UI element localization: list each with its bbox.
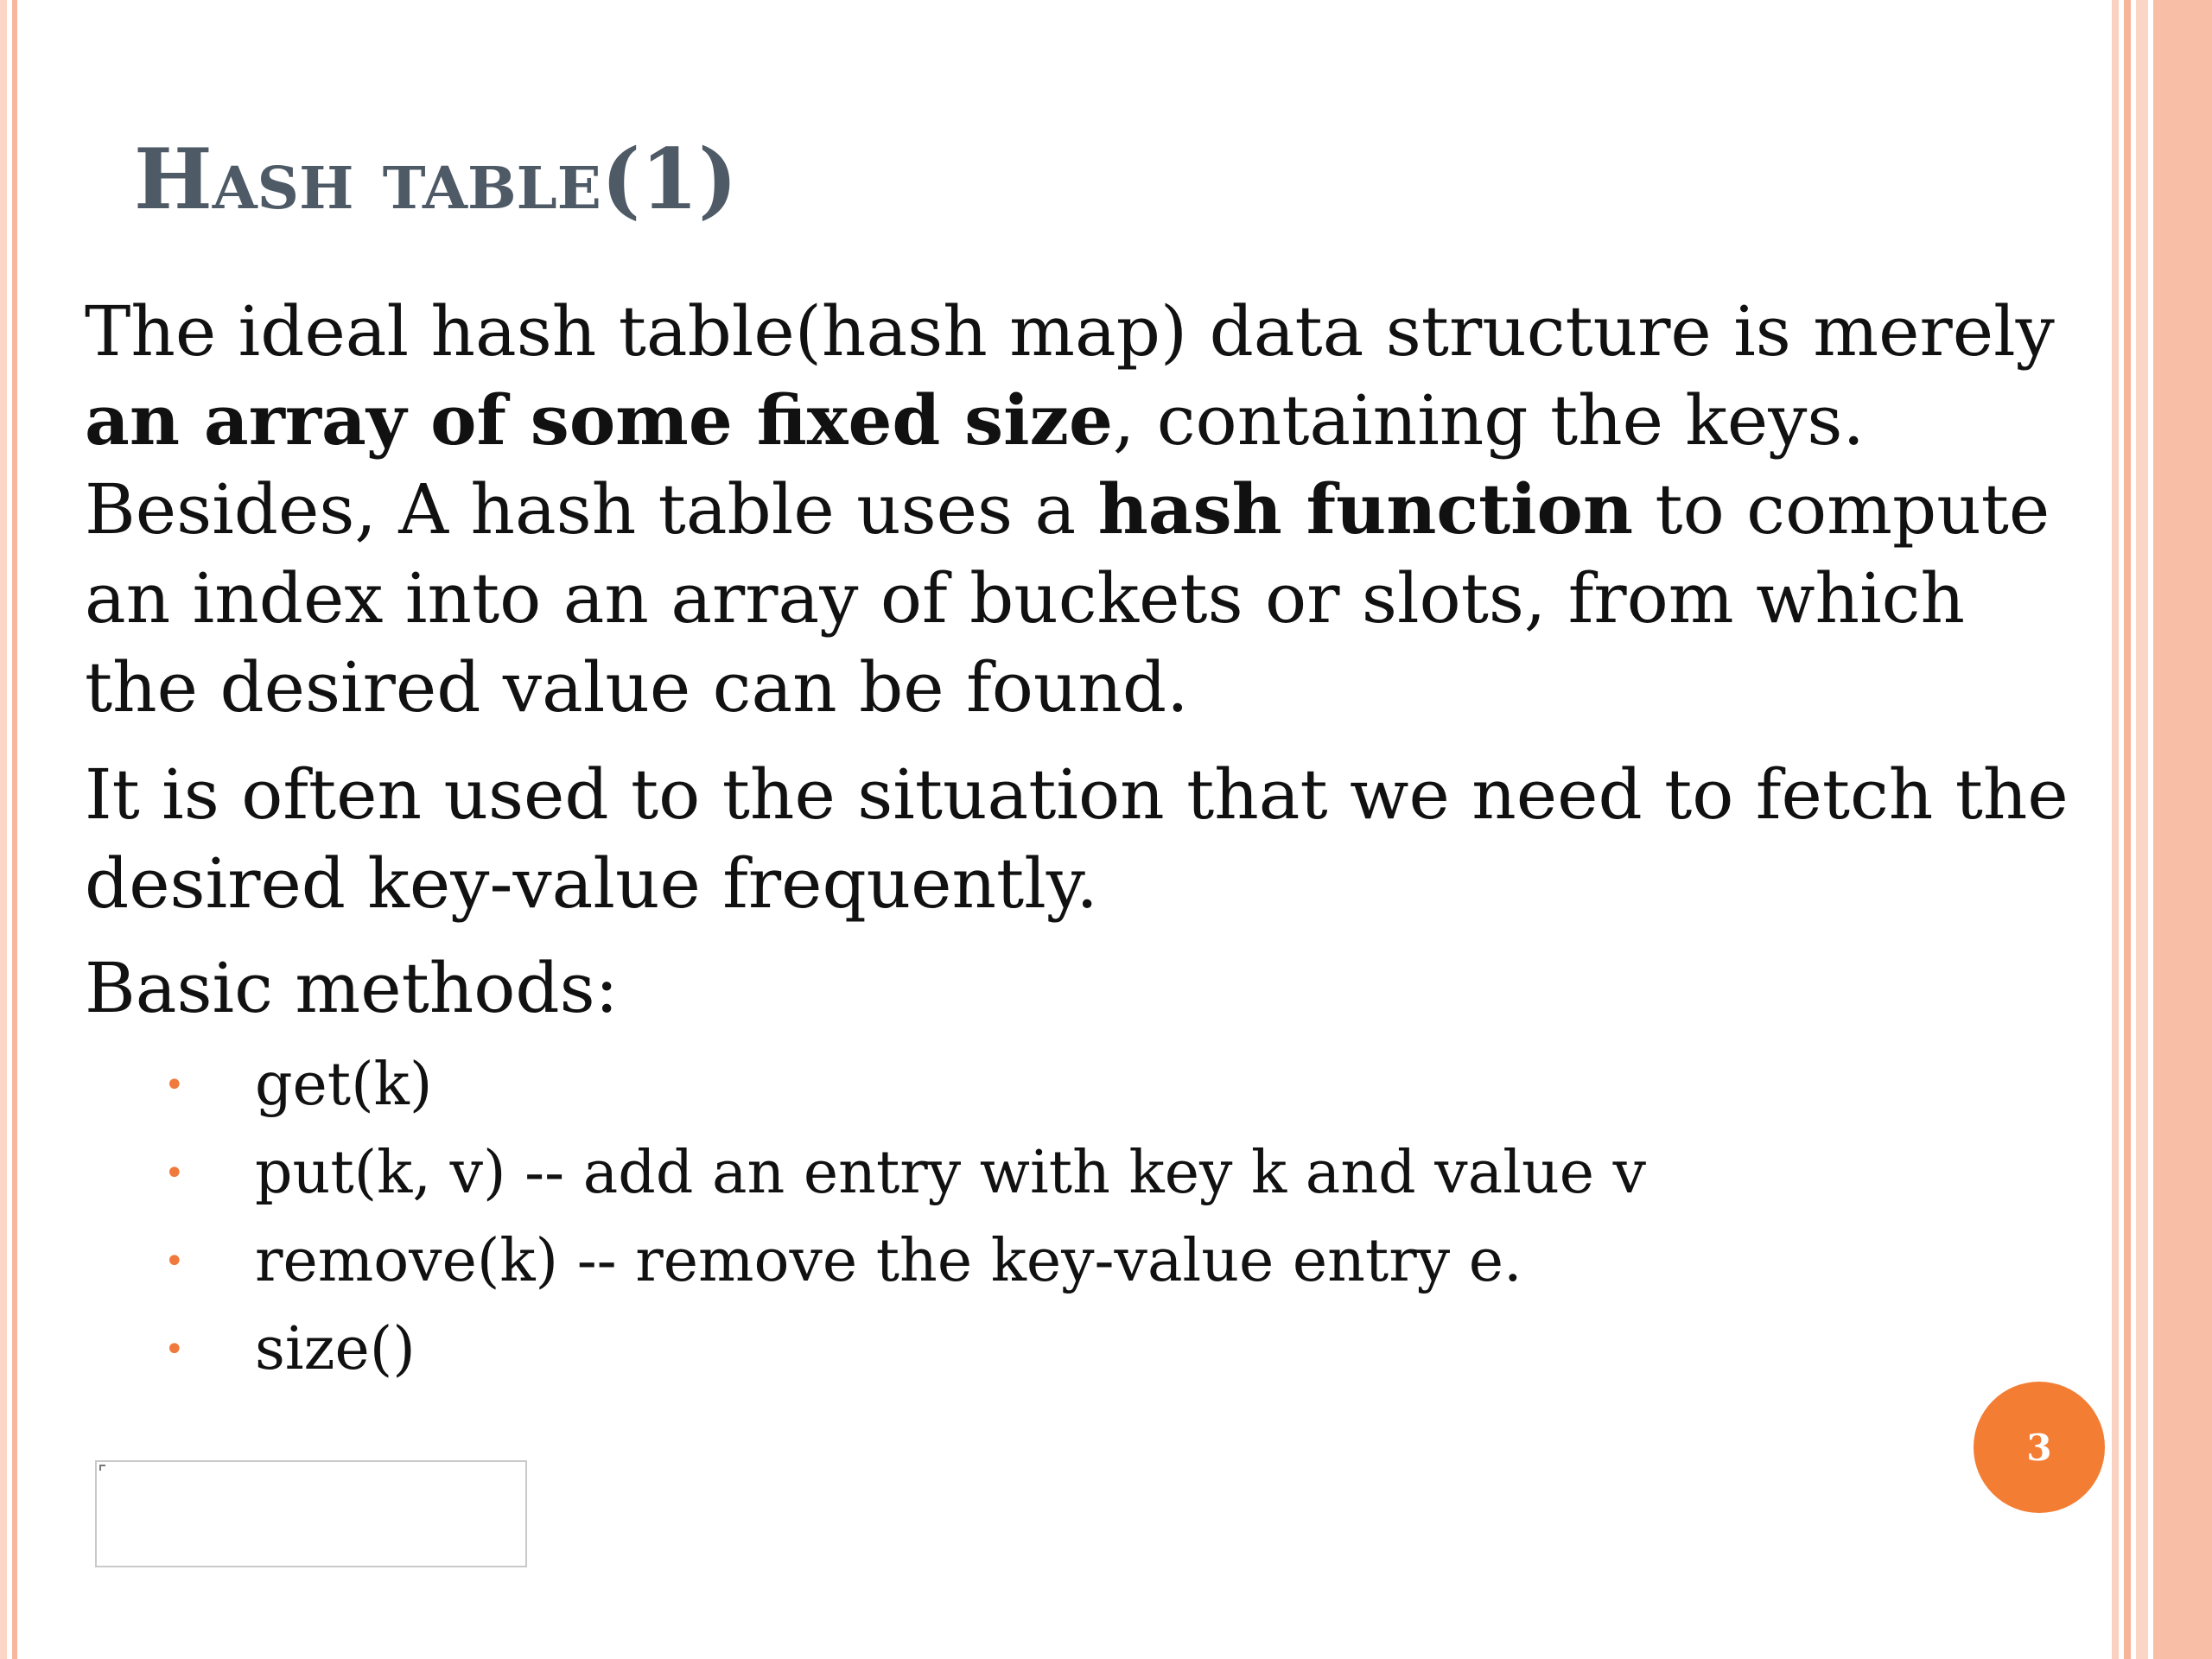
intro-text-4: to compute [1633, 469, 2050, 550]
usage-paragraph [85, 750, 2072, 928]
method-remove: remove(k) -- remove the key-value entry e. [255, 1227, 1522, 1295]
basic-methods-heading: Basic methods: [85, 948, 619, 1028]
bullet-icon: • [164, 1242, 185, 1281]
bullet-icon: • [164, 1065, 185, 1105]
right-frame-stripe-1 [2112, 0, 2119, 1659]
method-size: size() [255, 1315, 416, 1383]
right-frame-band [2153, 0, 2212, 1659]
method-put: put(k, v) -- add an entry with key k and value v [255, 1139, 1647, 1207]
intro-text-5: an index into an array of buckets or slots, from which [85, 558, 1965, 639]
corner-marker-icon [99, 1465, 105, 1471]
intro-paragraph [85, 287, 2072, 732]
bullet-icon: • [164, 1154, 185, 1193]
intro-bold-fixed-array: an array of some fixed size [85, 379, 1113, 461]
intro-text-6: the desired value can be found. [85, 647, 1189, 728]
intro-text-2: , containing the keys. [1112, 380, 1865, 461]
slide-title: Hash table(1) [134, 130, 738, 228]
intro-bold-hash-function: hash function [1097, 468, 1633, 550]
slide-number-badge: 3 [1974, 1382, 2105, 1513]
left-frame-stripe [0, 0, 7, 1659]
method-get: get(k) [255, 1051, 433, 1119]
right-frame-stripe-2 [2124, 0, 2131, 1659]
intro-text-3: Besides, A hash table uses a [85, 469, 1098, 550]
usage-line-1: It is often used to the situation that we need to fetch the [85, 754, 2069, 835]
intro-text-1: The ideal hash table(hash map) data structure is merely [85, 291, 2055, 372]
usage-line-2: desired key-value frequently. [85, 843, 1098, 924]
bullet-icon: • [164, 1330, 185, 1370]
empty-text-box[interactable] [95, 1460, 527, 1567]
left-frame-stripe-inner [12, 0, 17, 1659]
right-frame-stripe-3 [2136, 0, 2148, 1659]
